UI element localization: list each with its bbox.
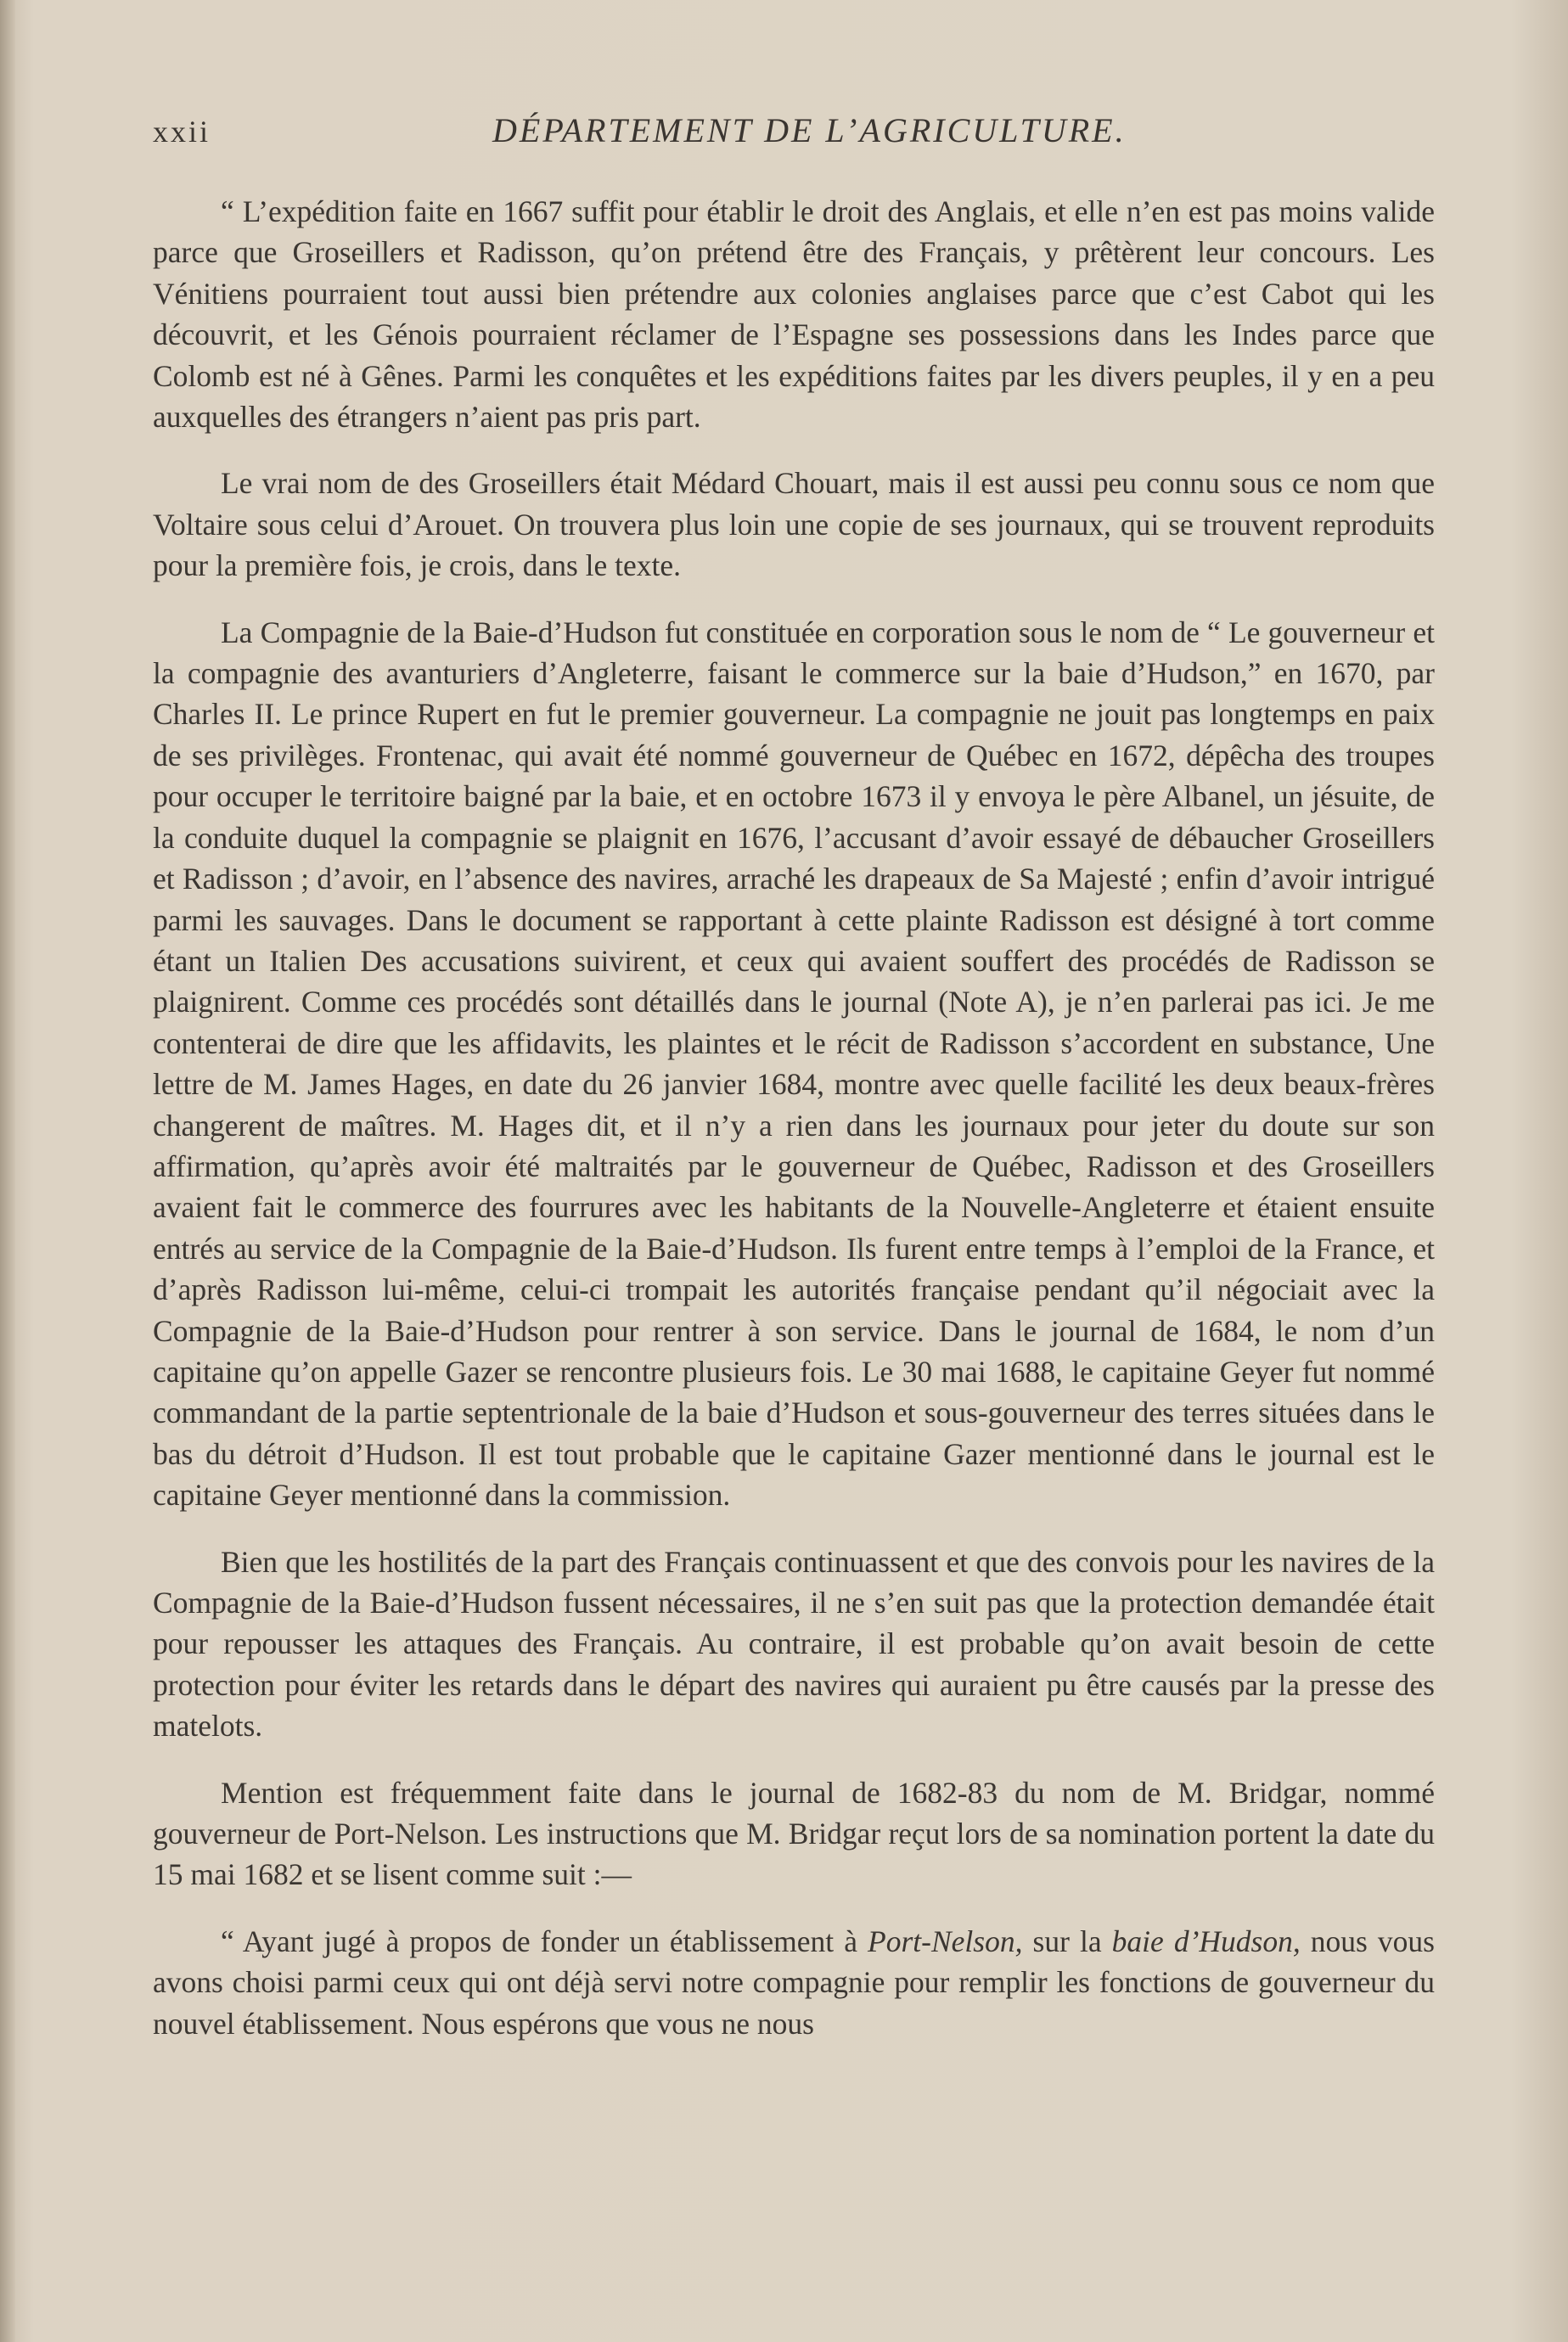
page-number: xxii bbox=[153, 115, 211, 149]
paragraph-bridgar: Mention est fréquemment faite dans le journal de 1682-83 du nom de M. Bridgar, nommé gouverneur de Port-Nelson. Les instructions que M. Bridgar reçut lors de sa nomination portent la date du 15 mai 1682 et se lisent comme suit :— bbox=[153, 1775, 1435, 1892]
paragraph-groseillers-name: Le vrai nom de des Groseillers était Médard Chouart, mais il est aussi peu connu sous ce nom que Voltaire sous celui d’Arouet. On trouvera plus loin une copie de ses journaux, qui se trouvent reproduits pour la première fois, je crois, dans le texte. bbox=[153, 466, 1435, 583]
quote-text-start: “ Ayant jugé à propos de fonder un établissement à bbox=[221, 1924, 868, 1958]
paragraph-hudson-bay-company: La Compagnie de la Baie-d’Hudson fut constituée en corporation sous le nom de “ Le gouverneur et la compagnie des avanturiers d’Angleterre, faisant le commerce sur la baie d’Hudson,” en 1670, par Charles II. Le prince Rupert en fut le premier gouverneur. La compagnie ne jouit pas longtemps en paix de ses privilèges. Frontenac, qui avait été nommé gouverneur de Québec en 1672, dépêcha des troupes pour occuper le territoire baigné par la baie, et en octobre 1673 il y envoya le père Albanel, un jésuite, de la conduite duquel la compagnie se plaignit en 1676, l’accusant d’avoir essayé de débaucher Groseillers et Radisson ; d’avoir, en l’absence des navires, arraché les drapeaux de Sa Majesté ; enfin d’avoir intrigué parmi les sauvages. Dans le document se rapportant à cette plainte Radisson est désigné à tort comme étant un Italien Des accusations suivirent, et ceux qui avaient souffert des procédés de Radisson se plaignirent. Comme ces procédés sont détaillés dans le journal (Note A), je n’en parlerai pas ici. Je me contenterai de dire que les affidavits, les plaintes et le récit de Radisson s’accordent en substance, Une lettre de M. James Hages, en date du 26 janvier 1684, montre avec quelle facilité les deux beaux-frères changerent de maîtres. M. Hages dit, et il n’y a rien dans les journaux pour jeter du doute sur son affirmation, qu’après avoir été maltraités par le gouverneur de Québec, Radisson et des Groseillers avaient fait le commerce des fourrures avec les habitants de la Nouvelle-Angleterre et étaient ensuite entrés au service de la Compagnie de la Baie-d’Hudson. Ils furent entre temps à l’emploi de la France, et d’après Radisson lui-même, celui-ci trompait les autorités française pendant qu’il négociait avec la Compagnie de la Baie-d’Hudson pour rentrer à son service. Dans le journal de 1684, le nom d’un capitaine qu’on appelle Gazer se rencontre plusieurs fois. Le 30 mai 1688, le capitaine Geyer fut nommé commandant de la partie septentrionale de la baie d’Hudson et sous-gouverneur des terres situées dans le bas du détroit d’Hudson. Il est tout probable que le capitaine Gazer mentionné dans le journal est le capitaine Geyer mentionné dans la commission. bbox=[153, 615, 1435, 1513]
quote-place-name: Port-Nelson, bbox=[868, 1924, 1023, 1958]
quote-bay-name: baie d’Hudson, bbox=[1111, 1924, 1301, 1958]
quote-text-end: nous vous avons choisi parmi ceux qui ont déjà servi notre compagnie pour remplir les fonctions de gouverneur du nouvel établissement. Nous espérons que vous ne nous bbox=[153, 1924, 1435, 2041]
page-binding-edge bbox=[0, 0, 15, 2342]
page-header bbox=[153, 110, 1443, 161]
quote-text-middle: sur la bbox=[1022, 1924, 1112, 1958]
running-head: DÉPARTEMENT DE L’AGRICULTURE. bbox=[492, 111, 1127, 149]
body-text bbox=[153, 191, 1435, 2070]
paragraph-expedition-1667: “ L’expédition faite en 1667 suffit pour établir le droit des Anglais, et elle n’en est pas moins valide parce que Groseillers et Radisson, qu’on prétend être des Français, y prêtèrent leur concours. Les Vénitiens pourraient tout aussi bien prétendre aux colonies anglaises parce que c’est Cabot qui les découvrit, et les Génois pourraient réclamer de l’Espagne ses possessions dans les Indes parce que Colomb est né à Gênes. Parmi les conquêtes et les expéditions faites par les divers peuples, il y en a peu auxquelles des étrangers n’aient pas pris part. bbox=[153, 194, 1435, 435]
paragraph-instructions-quote bbox=[153, 1921, 1435, 2044]
paragraph-hostilities: Bien que les hostilités de la part des Français continuassent et que des convois pour les navires de la Compagnie de la Baie-d’Hudson fussent nécessaires, il ne s’en suit pas que la protection demandée était pour repousser les attaques des Français. Au contraire, il est probable qu’on avait besoin de cette protection pour éviter les retards dans le départ des navires qui auraient pu être causés par la presse des matelots. bbox=[153, 1544, 1435, 1744]
